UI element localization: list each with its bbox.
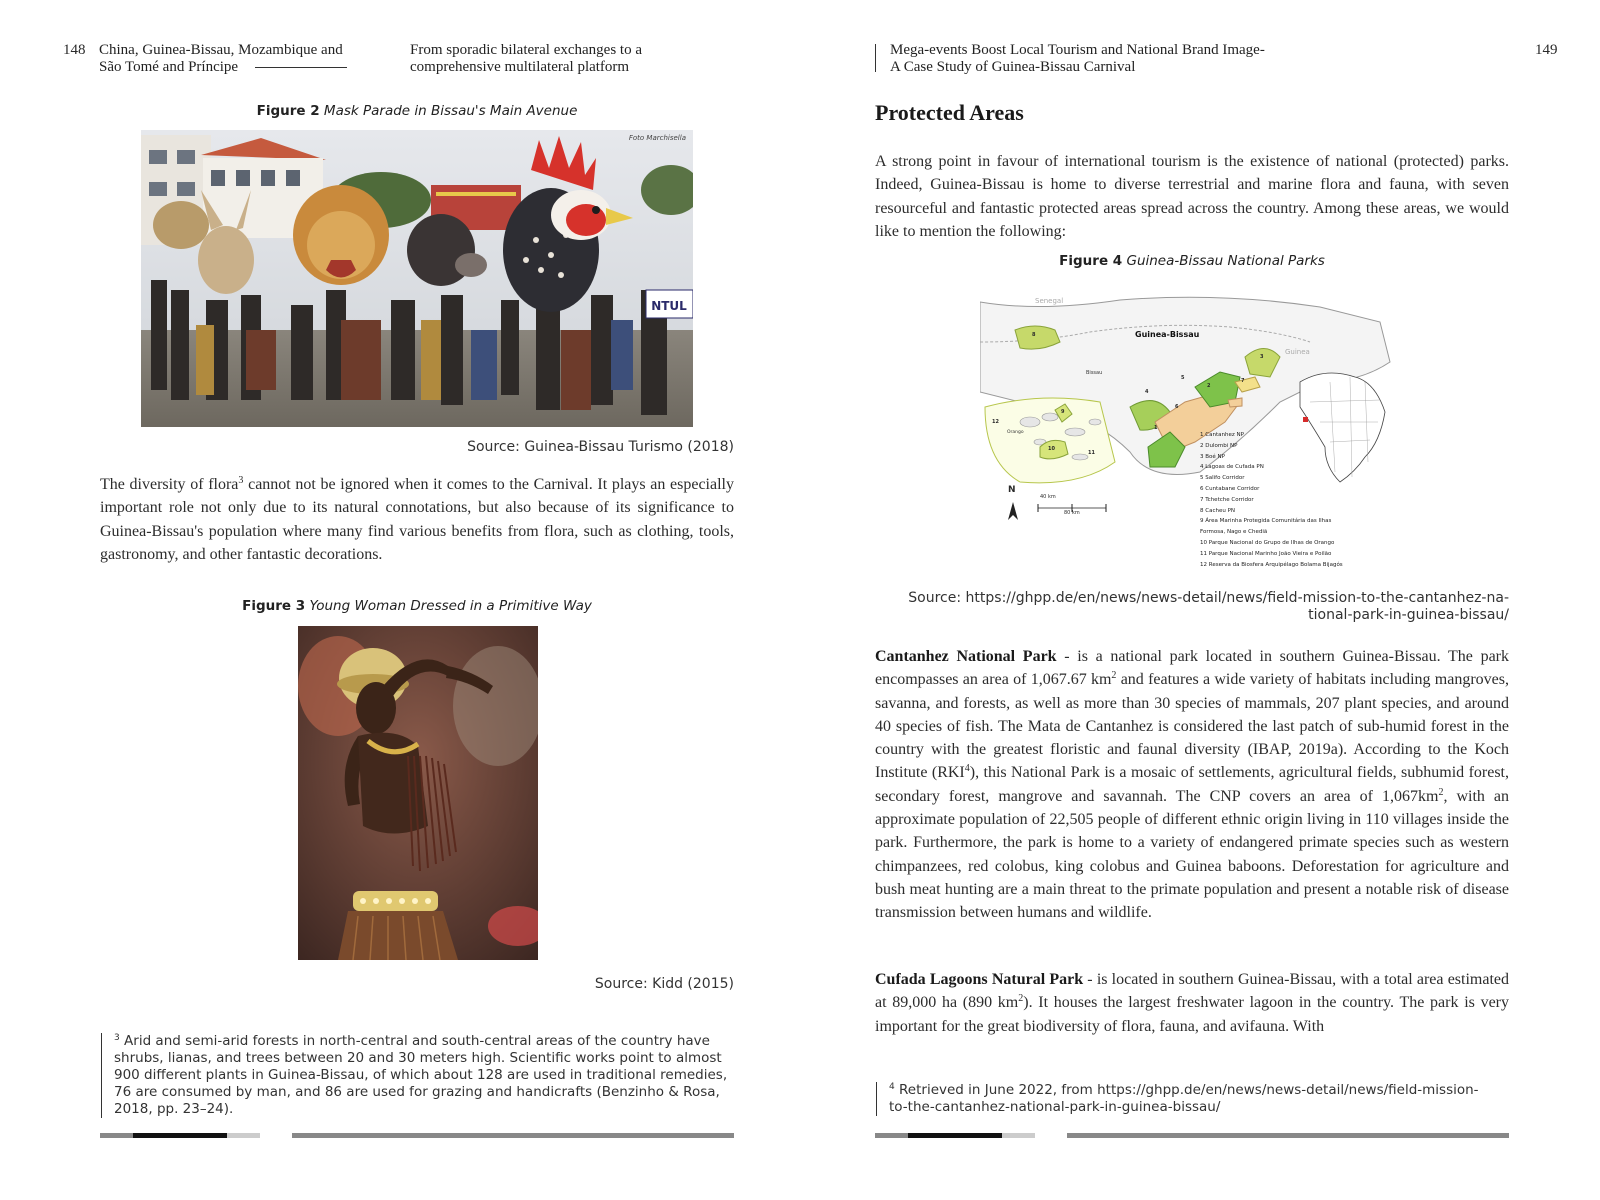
park-number-12: 12: [992, 419, 999, 425]
young-woman-photo: [298, 626, 538, 960]
park-number-6: 6: [1175, 404, 1179, 410]
mask-parade-photo: [141, 130, 693, 427]
footer-bar-segment: [1002, 1133, 1035, 1138]
map-legend: 1 Cantanhez NP 2 Dulombi NP 3 Boé NP 4 Lagoas de Cufada PN 5 Salifo Corridor 6 Cuntabane Corridor 7 Tchetche Corridor 8 Cacheu PN 9 Área Marinha Protegida Comunitária das Ilhas Formosa, Nago e Chediã 10 Parque Nacional do Grupo de Ilhas de Orango 11 Parque Nacional Marinho João Vieira e Poilão 12 Reserva da Biosfera Arquipélago Bolama Bijagós: [1200, 432, 1343, 568]
footer-bar-segment: [100, 1133, 133, 1138]
park-number-9: 9: [1061, 409, 1065, 415]
body-paragraph-flora: The diversity of flora$^3$ cannot not be ignored when it comes to the Carnival. It plays an especially important role not only due to its natural connotations, but also because of its significance to Guinea-Bissau's population where many find various benefits from flora, such as clothing, tools, gastronomy, and other fantastic decorations.: [100, 475, 734, 563]
scale-80km: 80 km: [1064, 510, 1080, 516]
map-label-guinea: Guinea: [1285, 348, 1310, 356]
footer-bar-segment: [133, 1133, 227, 1138]
intro-paragraph: A strong point in favour of international tourism is the existence of national (protected) parks. Indeed, Guinea-Bissau is home to diverse terrestrial and marine flora and fauna, with seven resourceful and fantastic protected areas spread across the country. Among these areas, we would like to mention the following:: [875, 153, 1509, 240]
north-label: N: [1008, 485, 1016, 495]
footer-bar-segment: [908, 1133, 1002, 1138]
section-title: Protected Areas: [875, 100, 1024, 125]
park-number-1: 1: [1154, 425, 1158, 431]
page-number: 148: [63, 42, 86, 58]
park-number-10: 10: [1048, 446, 1055, 452]
map-label-guinea-bissau: Guinea-Bissau: [1135, 330, 1200, 339]
running-header-left: China, Guinea-Bissau, Mozambique and São Tomé and Príncipe: [99, 42, 343, 75]
figure-2-caption: Figure 2 Mask Parade in Bissau's Main Avenue: [256, 103, 578, 119]
running-header-right: From sporadic bilateral exchanges to a comprehensive multilateral platform: [410, 42, 643, 75]
footer-bar-segment: [227, 1133, 260, 1138]
park-number-7: 7: [1241, 378, 1245, 384]
park-number-11: 11: [1088, 450, 1095, 456]
photo-credit: Foto Marchisella: [628, 134, 686, 142]
footnote-4: $^4$ Retrieved in June 2022, from https://ghpp.de/en/news/news-detail/news/field-mission- to-the-cantanhez-national-park-in-guinea-bissau/: [876, 1082, 1509, 1116]
footer-bar-long: [1067, 1133, 1509, 1138]
figure-4-caption: Figure 4 Guinea-Bissau National Parks: [1059, 253, 1325, 269]
cantanhez-paragraph: Cantanhez National Park - is a national park located in southern Guinea-Bissau. The park encompasses an area of 1,067.67 $km^2$ and features a wide variety of habitats including mangroves, savanna, and forests, as well as more than 30 species of mammals, 207 plant species, and around 40 species of fish. The Mata de Cantanhez is considered the last patch of sub-humid forest in the country with the greatest floristic and faunal diversity (IBAP, 2019a). According to the Koch Institute (RKI$^4$), this National Park is a mosaic of settlements, agricultural fields, subhumid forest, secondary forest, mangrove and savannah. The CNP covers an area of $1,067km^2$, with an approximate population of 22,505 people of different ethnic origin living in 110 villages inside the park. Furthermore, the park is home to a variety of endangered primate species such as western chimpanzees, red colobus, king colobus and Guinea baboons. Deforestation for agriculture and bush meat hunting are a main threat to the primate population and present a notable risk of disease transmission between humans and wildlife.: [875, 648, 1510, 922]
map-label-bissau: Bissau: [1086, 370, 1103, 376]
banner-text: NTUL: [651, 299, 687, 313]
footer-bar-long: [292, 1133, 734, 1138]
park-number-5: 5: [1181, 375, 1185, 381]
park-number-8: 8: [1032, 332, 1036, 338]
header-bar: [875, 44, 876, 72]
footnote-3: $^3$ Arid and semi-arid forests in north-central and south-central areas of the country have shrubs, lianas, and trees between 20 and 30 meters high. Scientific works point to almost 900 different plants in Guinea-Bissau, of which about 128 are used in traditional remedies, 76 are consumed by man, and 86 are used for grazing and handicrafts (Benzinho & Rosa, 2018, pp. 23–24).: [101, 1033, 734, 1118]
park-number-2: 2: [1207, 383, 1211, 389]
map-label-senegal: Senegal: [1035, 297, 1064, 305]
scale-40km: 40 km: [1040, 494, 1056, 500]
page-number: 149: [1535, 42, 1558, 58]
national-parks-map: [980, 282, 1400, 582]
header-rule: [255, 67, 347, 68]
right-page: [800, 0, 1600, 1200]
figure-2-source: Source: Guinea-Bissau Turismo (2018): [467, 439, 734, 455]
figure-3-source: Source: Kidd (2015): [594, 976, 734, 992]
figure-3-caption: Figure 3 Young Woman Dressed in a Primitive Way: [242, 598, 592, 614]
park-number-3: 3: [1260, 354, 1264, 360]
park-number-4: 4: [1145, 389, 1149, 395]
map-label-orango: Orango: [1007, 430, 1024, 435]
footer-bar-segment: [875, 1133, 908, 1138]
cufada-paragraph: Cufada Lagoons Natural Park - is located in southern Guinea-Bissau, with a total area estimated at 89,000 ha (890 $km^2$). It houses the largest freshwater lagoon in the country. The park is very important for the great biodiversity of flora, fauna, and avifauna. With: [875, 971, 1510, 1035]
running-header: Mega-events Boost Local Tourism and National Brand Image- A Case Study of Guinea-Bissau Carnival: [890, 42, 1265, 75]
figure-4-source: Source: https://ghpp.de/en/news/news-detail/news/field-mission-to-the-cantanhez-na- tional-park-in-guinea-bissau/: [908, 590, 1509, 623]
